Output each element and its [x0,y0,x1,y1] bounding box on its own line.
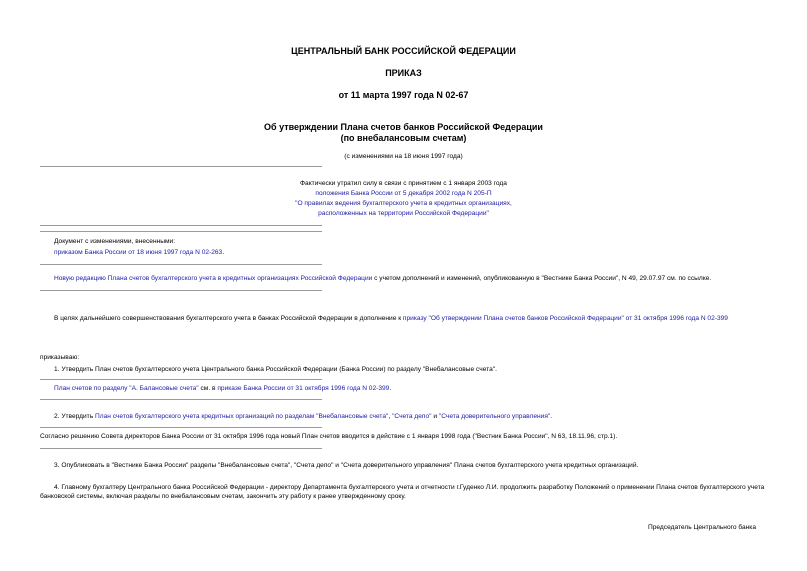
intro-paragraph [40,314,770,323]
item-2-link-depo[interactable]: "Счета депо" [392,413,432,420]
org-name: ЦЕНТРАЛЬНЫЙ БАНК РОССИЙСКОЙ ФЕДЕРАЦИИ [291,46,516,56]
note-1-link-plan[interactable]: План счетов по разделу "А. Балансовые счета" [54,385,199,392]
signature: Председатель Центрального банка [648,524,756,531]
lost-force-link-line3[interactable]: "О правилах ведения бухгалтерского учета в кредитных организациях, [295,200,512,207]
item-1: 1. Утвердить План счетов бухгалтерского учета Центрального банка Российской Федерации (Банка России) по разделу "Внебалансовые счета". [54,366,497,373]
item-2-link-plan[interactable]: План счетов бухгалтерского учета кредитных организаций по разделам "Внебалансовые счета" [94,413,389,420]
doc-changes-label: Документ с изменениями, внесенными: [54,238,176,245]
item-4: 4. Главному бухгалтеру Центрального банка Российской Федерации - директору Департамента бухгалтерского учета и отчетности г.Гуденко Л.И. продолжить разработку Положений о применении Плана счетов бухгалтерского учета банковской системы, включая разделы по внебалансовым счетам, закончить эту работу к ранее утвержденному сроку. [40,484,765,500]
divider [40,166,322,167]
doc-changes-line [54,249,224,256]
amended-note: (с изменениями на 18 июня 1997 года) [344,153,463,160]
item-3: 3. Опубликовать в "Вестнике Банка России" разделы "Внебалансовые счета", "Счета депо" и "Счета доверительного управления" Плана счетов бухгалтерского учета кредитных организаций. [54,462,639,469]
intro-text: В целях дальнейшего совершенствования бухгалтерского учета в банках Российской Федерации в дополнение к [54,315,403,322]
item-2-end: . [550,413,553,420]
item-2-sep2: и [431,413,439,420]
new-edition-line [54,275,711,282]
order-word: приказываю: [40,354,80,361]
note-1-link-order[interactable]: приказе Банка России от 31 октября 1996 года N 02-399 [217,385,390,392]
note-1-mid: см. в [198,385,218,392]
note-1 [54,385,391,392]
divider [40,264,322,265]
item-2 [54,413,552,420]
lost-force-link-line4[interactable]: расположенных на территории Российской Федерации" [318,210,489,217]
divider [40,379,322,380]
divider [40,290,322,291]
doc-changes-link[interactable]: приказом Банка России от 18 июня 1997 года N 02-263 [54,249,223,256]
doc-title-line1: Об утверждении Плана счетов банков Российской Федерации [264,122,543,132]
intro-link[interactable]: приказу "Об утверждении Плана счетов банков Российской Федерации" от 31 октября 1996 года N 02-399 [402,315,728,322]
doc-title-line2: (по внебалансовым счетам) [340,133,467,143]
divider [40,231,322,232]
new-edition-rest: с учетом дополнений и изменений, опубликованную в "Вестнике Банка России", N 49, 29.07.97 см. по ссылке. [372,275,712,282]
divider [40,399,322,400]
note-2: Согласно решению Совета директоров Банка России от 31 октября 1996 года новый План счетов вводится в действие с 1 января 1998 года ("Вестник Банка России", N 63, 18.11.96, стр.1). [40,433,618,440]
doc-changes-end: . [222,249,225,256]
doc-date: от 11 марта 1997 года N 02-67 [338,90,469,100]
item-2-pre: 2. Утвердить [54,413,95,420]
new-edition-link[interactable]: Новую редакцию Плана счетов бухгалтерского учета в кредитных организациях Российской Федерации [54,275,373,282]
divider [40,448,322,449]
item-2-link-trust[interactable]: "Счета доверительного управления" [438,413,551,420]
note-1-end: . [389,385,392,392]
divider [40,427,322,428]
doc-type: ПРИКАЗ [385,68,422,78]
lost-force-link-line2[interactable]: положения Банка России от 5 декабря 2002 года N 205-П [315,190,492,197]
divider [40,225,322,226]
lost-force-line1: Фактически утратил силу в связи с принятием с 1 января 2003 года [300,180,507,187]
item-2-sep1: , [388,413,393,420]
